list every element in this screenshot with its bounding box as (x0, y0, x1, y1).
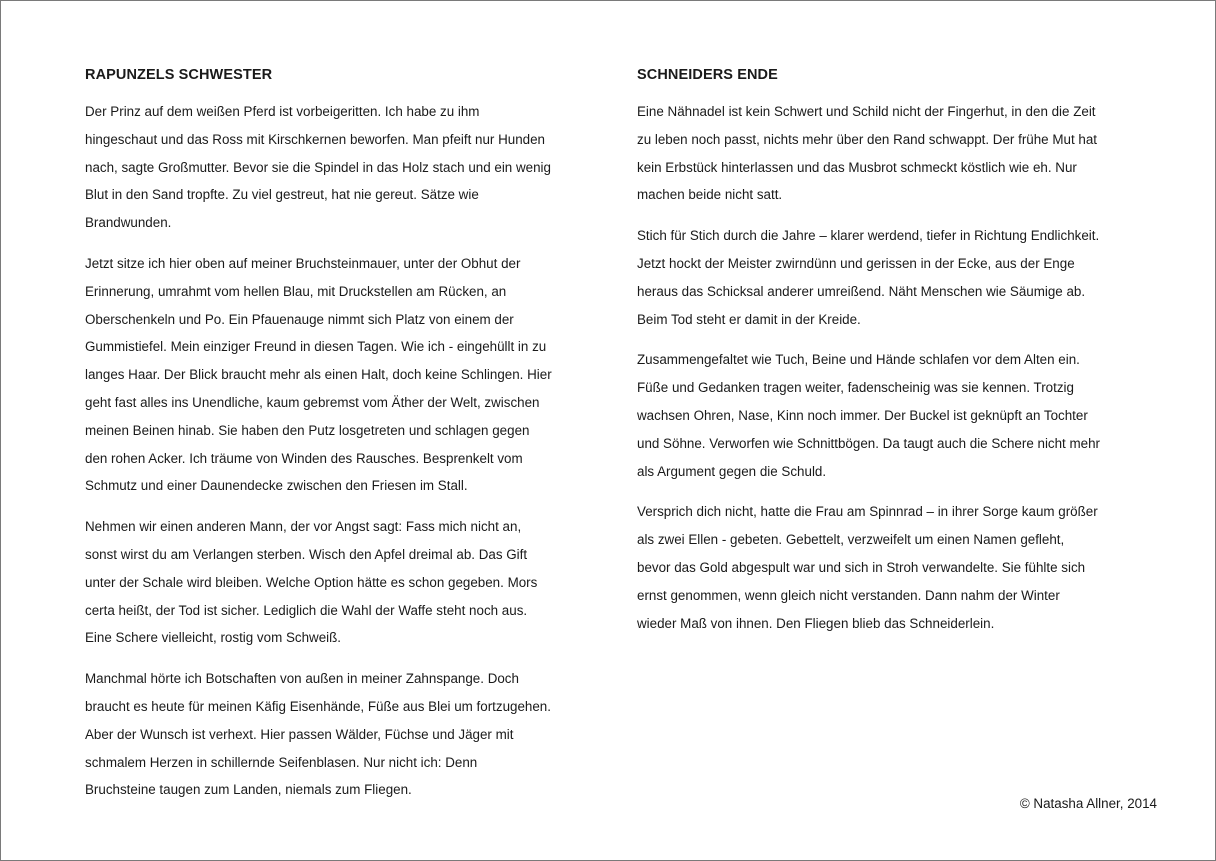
right-poem-title: SCHNEIDERS ENDE (637, 67, 778, 83)
text-line: Eine Schere vielleicht, rostig vom Schweiß. (85, 630, 342, 646)
text-line: Oberschenkeln und Po. Ein Pfauenauge nimmt sich Platz von einem der (85, 311, 514, 327)
text-line: schmalem Herzen in schillernde Seifenblasen. Nur nicht ich: Denn (85, 754, 478, 770)
left-paragraph-2 (85, 250, 570, 500)
text-line: zu leben noch passt, nichts mehr über den Rand schwappt. Der frühe Mut hat (637, 131, 1098, 147)
text-line: Der Prinz auf dem weißen Pferd ist vorbeigeritten. Ich habe zu ihm (85, 104, 480, 119)
right-column (637, 65, 1122, 650)
text-line: Zusammengefaltet wie Tuch, Beine und Hände schlafen vor dem Alten ein. (637, 352, 1080, 368)
text-line: braucht es heute für meinen Käfig Eisenhände, Füße aus Blei um fortzugehen. (85, 698, 551, 714)
left-paragraph-4 (85, 665, 570, 804)
text-line: unter der Schale wird bleiben. Welche Option hätte es schon gegeben. Mors (85, 574, 538, 590)
text-line: Stich für Stich durch die Jahre – klarer werdend, tiefer in Richtung Endlichkeit. (637, 228, 1100, 244)
text-line: langes Haar. Der Blick braucht mehr als einen Halt, doch keine Schlingen. Hier (85, 367, 552, 383)
right-paragraph-4 (637, 498, 1122, 637)
text-line: Manchmal hörte ich Botschaften von außen in meiner Zahnspange. Doch (85, 671, 519, 687)
text-line: heraus das Schicksal anderer umreißend. Näht Menschen wie Säumige ab. (637, 283, 1086, 299)
text-line: Jetzt sitze ich hier oben auf meiner Bruchsteinmauer, unter der Obhut der (85, 255, 521, 271)
text-line: nach, sagte Großmutter. Bevor sie die Spindel in das Holz stach und ein wenig (85, 159, 551, 175)
text-line: Aber der Wunsch ist verhext. Hier passen Wälder, Füchse und Jäger mit (85, 726, 514, 742)
right-paragraph-1 (637, 98, 1122, 209)
text-line: certa heißt, der Tod ist sicher. Lediglich die Wahl der Waffe steht noch aus. (85, 602, 528, 618)
text-line: wieder Maß von ihnen. Den Fliegen blieb das Schneiderlein. (637, 615, 995, 631)
text-line: Eine Nähnadel ist kein Schwert und Schild nicht der Fingerhut, in den die Zeit (637, 104, 1096, 119)
text-line: hingeschaut und das Ross mit Kirschkernen beworfen. Man pfeift nur Hunden (85, 131, 546, 147)
right-paragraph-2 (637, 222, 1122, 333)
text-line: Versprich dich nicht, hatte die Frau am Spinnrad – in ihrer Sorge kaum größer (637, 504, 1098, 520)
left-column (85, 65, 570, 817)
text-line: als zwei Ellen - gebeten. Gebettelt, verzweifelt um einen Namen gefleht, (637, 532, 1065, 548)
text-line: und Söhne. Verworfen wie Schnittbögen. Da taugt auch die Schere nicht mehr (637, 435, 1101, 451)
text-line: bevor das Gold abgespult war und sich in Stroh verwandelte. Sie fühlte sich (637, 559, 1086, 575)
text-line: meinen Beinen hinab. Sie haben den Putz losgetreten und schlagen gegen (85, 422, 530, 438)
text-line: Füße und Gedanken tragen weiter, fadenscheinig was sie kennen. Trotzig (637, 380, 1074, 396)
text-line: machen beide nicht satt. (637, 187, 783, 203)
right-paragraph-3 (637, 346, 1122, 485)
text-line: den rohen Acker. Ich träume von Winden des Rausches. Besprenkelt vom (85, 450, 523, 466)
text-line: Blut in den Sand tropfte. Zu viel gestreut, hat nie gereut. Sätze wie (85, 187, 479, 203)
text-line: kein Erbstück hinterlassen und das Musbrot schmeckt köstlich wie eh. Nur (637, 159, 1077, 175)
copyright-notice: © Natasha Allner, 2014 (1019, 796, 1157, 811)
left-poem-title: RAPUNZELS SCHWESTER (85, 67, 273, 83)
text-line: Brandwunden. (85, 215, 172, 231)
text-line: Gummistiefel. Mein einziger Freund in diesen Tagen. Wie ich - eingehüllt in zu (85, 339, 547, 355)
left-paragraph-3 (85, 513, 570, 652)
text-line: Erinnerung, umrahmt vom hellen Blau, mit Druckstellen am Rücken, an (85, 283, 507, 299)
text-line: als Argument gegen die Schuld. (637, 463, 827, 479)
text-line: wachsen Ohren, Nase, Kinn noch immer. Der Buckel ist geknüpft an Tochter (637, 407, 1088, 423)
left-paragraph-1 (85, 98, 570, 237)
text-line: Schmutz und einer Daunendecke zwischen den Friesen im Stall. (85, 478, 468, 494)
text-line: Beim Tod steht er damit in der Kreide. (637, 311, 861, 327)
text-line: Nehmen wir einen anderen Mann, der vor Angst sagt: Fass mich nicht an, (85, 519, 522, 535)
text-line: ernst genommen, wenn gleich nicht verstanden. Dann nahm der Winter (637, 587, 1060, 603)
text-line: Bruchsteine taugen zum Landen, niemals zum Fliegen. (85, 782, 412, 798)
text-line: sonst wirst du am Verlangen sterben. Wisch den Apfel dreimal ab. Das Gift (85, 546, 528, 562)
text-line: Jetzt hockt der Meister zwirndünn und gerissen in der Ecke, aus der Enge (637, 255, 1075, 271)
text-line: geht fast alles ins Unendliche, kaum gebremst vom Äther der Welt, zwischen (85, 394, 540, 410)
